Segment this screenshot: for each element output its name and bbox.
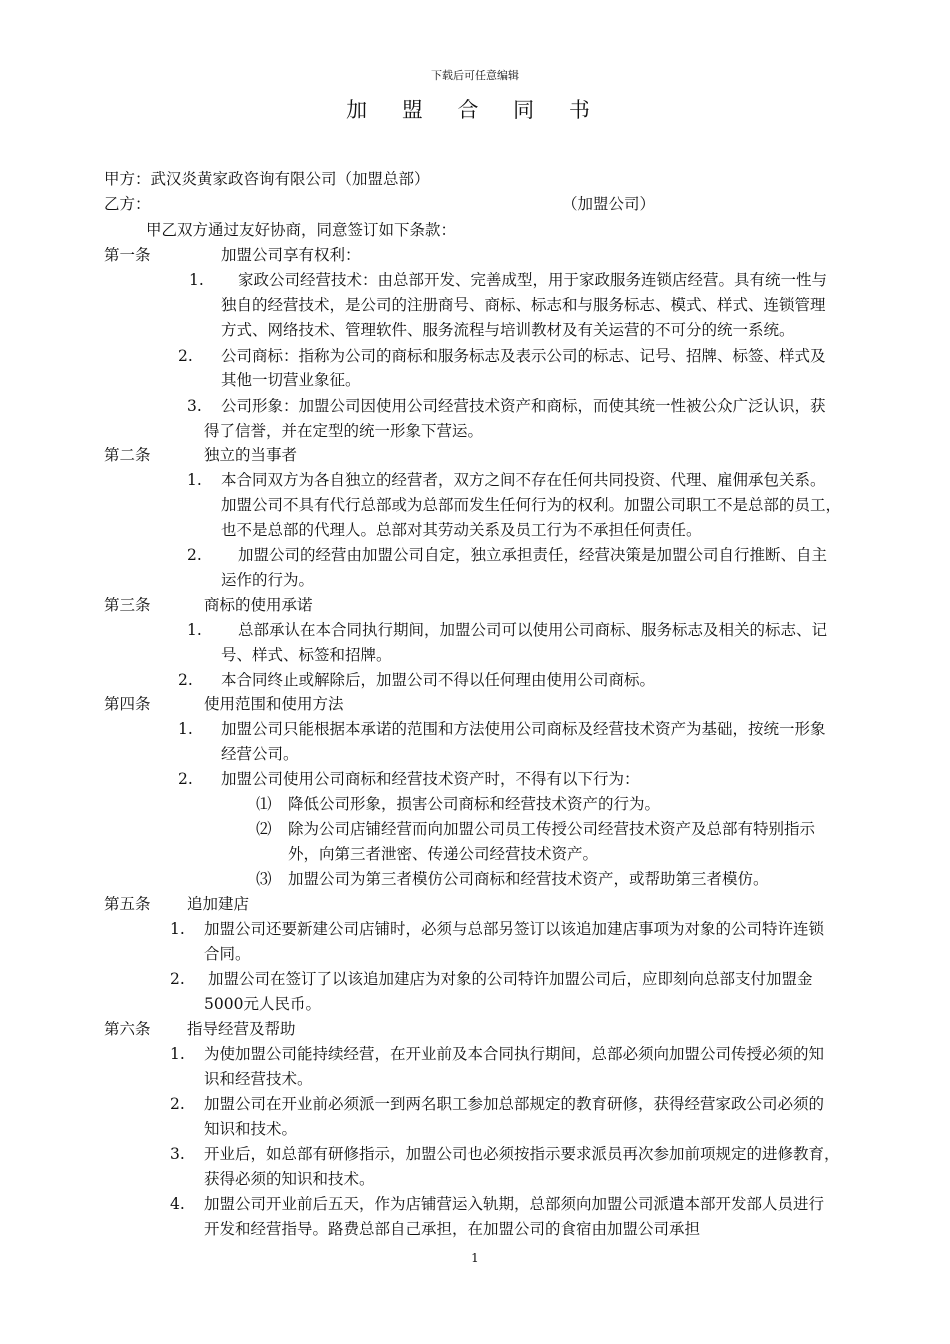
- item-num: 4.: [170, 1195, 185, 1213]
- item-num: 2.: [178, 347, 193, 365]
- item-num: 2.: [187, 546, 202, 564]
- party-b-suffix: （加盟公司）: [562, 195, 656, 213]
- item-num: 3.: [170, 1145, 185, 1163]
- party-a: 甲方：武汉炎黄家政咨询有限公司（加盟总部）: [104, 170, 430, 188]
- item-line: 总部承认在本合同执行期间，加盟公司可以使用公司商标、服务标志及相关的标志、记: [238, 621, 828, 639]
- article-6-num: 第六条: [104, 1020, 151, 1038]
- article-4-title: 使用范围和使用方法: [204, 695, 344, 713]
- item-num: 1.: [187, 621, 202, 639]
- item-line: 独自的经营技术，是公司的注册商号、商标、标志和与服务标志、模式、样式、连锁管理: [221, 296, 826, 314]
- item-num: 1.: [170, 1045, 185, 1063]
- item-line: 加盟公司在开业前必须派一到两名职工参加总部规定的教育研修，获得经营家政公司必须的: [204, 1095, 825, 1113]
- item-num: 3.: [187, 397, 202, 415]
- item-num: 1.: [170, 920, 185, 938]
- article-3-num: 第三条: [104, 596, 151, 614]
- article-1-num: 第一条: [104, 246, 151, 264]
- subitem-line: 加盟公司为第三者模仿公司商标和经营技术资产，或帮助第三者模仿。: [288, 870, 769, 888]
- document-title: 加 盟 合 同 书: [346, 98, 604, 122]
- item-num: 2.: [178, 671, 193, 689]
- item-num: 2.: [178, 770, 193, 788]
- item-line: 加盟公司只能根据本承诺的范围和方法使用公司商标及经营技术资产为基础，按统一形象: [221, 720, 826, 738]
- item-num: 1.: [178, 720, 193, 738]
- article-2-title: 独立的当事者: [204, 446, 298, 464]
- item-line: 获得必须的知识和技术。: [204, 1170, 375, 1188]
- item-line: 开发和经营指导。路费总部自己承担，在加盟公司的食宿由加盟公司承担: [204, 1220, 701, 1238]
- article-2-num: 第二条: [104, 446, 151, 464]
- item-line: 为使加盟公司能持续经营，在开业前及本合同执行期间，总部必须向加盟公司传授必须的知: [204, 1045, 825, 1063]
- item-line: 公司形象：加盟公司因使用公司经营技术资产和商标，而使其统一性被公众广泛认识，获: [221, 397, 826, 415]
- item-num: 1.: [187, 471, 202, 489]
- subitem-num: ⑵: [256, 820, 272, 838]
- header-note: 下载后可任意编辑: [431, 69, 519, 82]
- item-line: 加盟公司还要新建公司店铺时，必须与总部另签订以该追加建店事项为对象的公司特许连锁: [204, 920, 825, 938]
- item-line: 方式、网络技术、管理软件、服务流程与培训教材及有关运营的不可分的统一系统。: [221, 321, 795, 339]
- subitem-num: ⑴: [256, 795, 272, 813]
- subitem-line: 外，向第三者泄密、传递公司经营技术资产。: [288, 845, 599, 863]
- item-line: 5000元人民币。: [204, 995, 321, 1013]
- item-line: 得了信誉，并在定型的统一形象下营运。: [204, 422, 484, 440]
- page-number: 1: [471, 1251, 479, 1265]
- item-line: 合同。: [204, 945, 251, 963]
- item-line: 加盟公司不具有代行总部或为总部而发生任何行为的权利。加盟公司职工不是总部的员工，: [221, 496, 842, 514]
- item-line: 经营公司。: [221, 745, 299, 763]
- item-line: 识和经营技术。: [204, 1070, 313, 1088]
- subitem-num: ⑶: [256, 870, 272, 888]
- item-line: 也不是总部的代理人。总部对其劳动关系及员工行为不承担任何责任。: [221, 521, 702, 539]
- subitem-line: 降低公司形象，损害公司商标和经营技术资产的行为。: [288, 795, 661, 813]
- item-line: 其他一切营业象征。: [221, 371, 361, 389]
- subitem-line: 除为公司店铺经营而向加盟公司员工传授公司经营技术资产及总部有特别指示: [288, 820, 816, 838]
- article-6-title: 指导经营及帮助: [187, 1020, 296, 1038]
- item-num: 1.: [189, 271, 204, 289]
- item-line: 加盟公司的经营由加盟公司自定，独立承担责任，经营决策是加盟公司自行推断、自主: [238, 546, 828, 564]
- article-5-title: 追加建店: [187, 895, 250, 913]
- article-4-num: 第四条: [104, 695, 151, 713]
- item-num: 2.: [170, 970, 185, 988]
- item-line: 运作的行为。: [221, 571, 315, 589]
- article-5-num: 第五条: [104, 895, 151, 913]
- item-line: 加盟公司使用公司商标和经营技术资产时，不得有以下行为：: [221, 770, 640, 788]
- item-line: 知识和技术。: [204, 1120, 298, 1138]
- item-line: 家政公司经营技术：由总部开发、完善成型，用于家政服务连锁店经营。具有统一性与: [238, 271, 828, 289]
- item-line: 加盟公司开业前后五天，作为店铺营运入轨期，总部须向加盟公司派遣本部开发部人员进行: [204, 1195, 825, 1213]
- article-1-title: 加盟公司享有权利：: [221, 246, 361, 264]
- item-line: 号、样式、标签和招牌。: [221, 646, 392, 664]
- item-line: 开业后，如总部有研修指示，加盟公司也必须按指示要求派员再次参加前项规定的进修教育，: [204, 1145, 840, 1163]
- item-line: 加盟公司在签订了以该追加建店为对象的公司特许加盟公司后，应即刻向总部支付加盟金: [208, 970, 813, 988]
- article-3-title: 商标的使用承诺: [204, 596, 313, 614]
- item-line: 本合同双方为各自独立的经营者，双方之间不存在任何共同投资、代理、雇佣承包关系。: [221, 471, 826, 489]
- item-num: 2.: [170, 1095, 185, 1113]
- party-b-label: 乙方：: [104, 195, 151, 213]
- item-line: 本合同终止或解除后，加盟公司不得以任何理由使用公司商标。: [221, 671, 656, 689]
- intro: 甲乙双方通过友好协商，同意签订如下条款：: [146, 221, 457, 239]
- item-line: 公司商标：指称为公司的商标和服务标志及表示公司的标志、记号、招牌、标签、样式及: [221, 347, 826, 365]
